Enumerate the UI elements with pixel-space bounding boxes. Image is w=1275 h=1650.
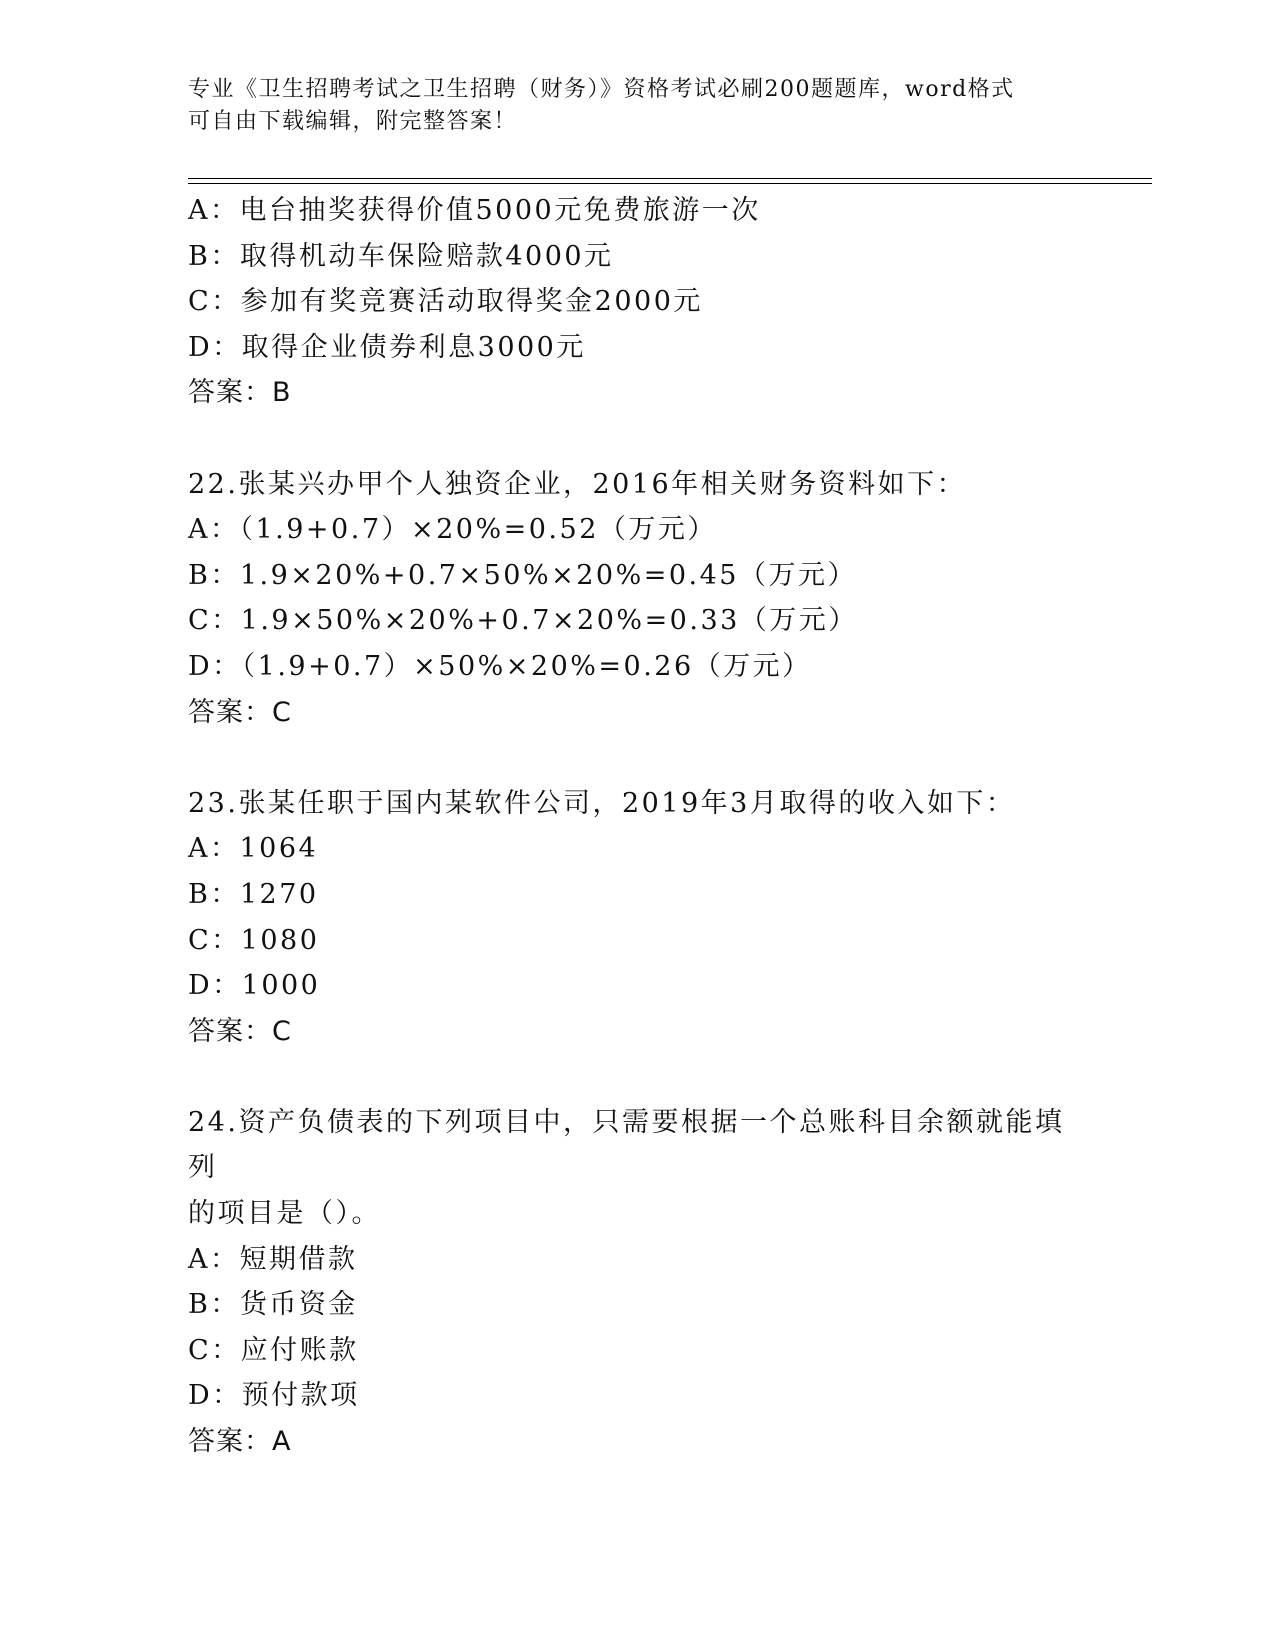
option-d: D：预付款项 (188, 1380, 360, 1412)
option-b: B：取得机动车保险赔款4000元 (188, 240, 614, 272)
answer-line: 答案：B (188, 377, 292, 409)
header-rule-bottom (188, 183, 1152, 184)
question-stem-line-2: 的项目是（）。 (188, 1198, 381, 1230)
question-block-22 (188, 462, 1088, 736)
header-rule-top (188, 178, 1152, 179)
header-line-1: 专业《卫生招聘考试之卫生招聘（财务）》资格考试必刷200题题库，word格式 (188, 77, 1015, 102)
option-b: B：1.9×20%+0.7×50%×20%=0.45（万元） (188, 559, 857, 591)
document-header (188, 74, 1088, 138)
option-d: D：（1.9+0.7）×50%×20%=0.26（万元） (188, 650, 812, 682)
answer-line: 答案：C (188, 1015, 292, 1047)
option-c: C：参加有奖竞赛活动取得奖金2000元 (188, 286, 703, 318)
option-c: C：1.9×50%×20%+0.7×20%=0.33（万元） (188, 605, 858, 637)
option-a: A：电台抽奖获得价值5000元免费旅游一次 (188, 195, 761, 226)
question-block-23 (188, 781, 1088, 1055)
option-b: B：货币资金 (188, 1289, 358, 1321)
question-block-21 (188, 188, 1088, 416)
option-b: B：1270 (188, 878, 319, 910)
option-d: D：取得企业债券利息3000元 (188, 331, 586, 363)
question-stem: 22.张某兴办甲个人独资企业，2016年相关财务资料如下： (188, 468, 967, 500)
option-a: A：（1.9+0.7）×20%=0.52（万元） (188, 514, 717, 546)
question-list (188, 188, 1088, 1465)
question-block-24 (188, 1100, 1088, 1465)
option-c: C：应付账款 (188, 1334, 359, 1366)
option-c: C：1080 (188, 924, 320, 956)
option-a: A：1064 (188, 833, 319, 865)
option-a: A：短期借款 (188, 1243, 358, 1275)
answer-line: 答案：C (188, 696, 292, 728)
header-line-2: 可自由下载编辑，附完整答案！ (188, 109, 518, 134)
question-stem: 23.张某任职于国内某软件公司，2019年3月取得的收入如下： (188, 787, 1016, 819)
answer-line: 答案：A (188, 1426, 292, 1458)
option-d: D：1000 (188, 970, 321, 1002)
question-stem-line-1: 24.资产负债表的下列项目中，只需要根据一个总账科目余额就能填列 (188, 1106, 1065, 1184)
